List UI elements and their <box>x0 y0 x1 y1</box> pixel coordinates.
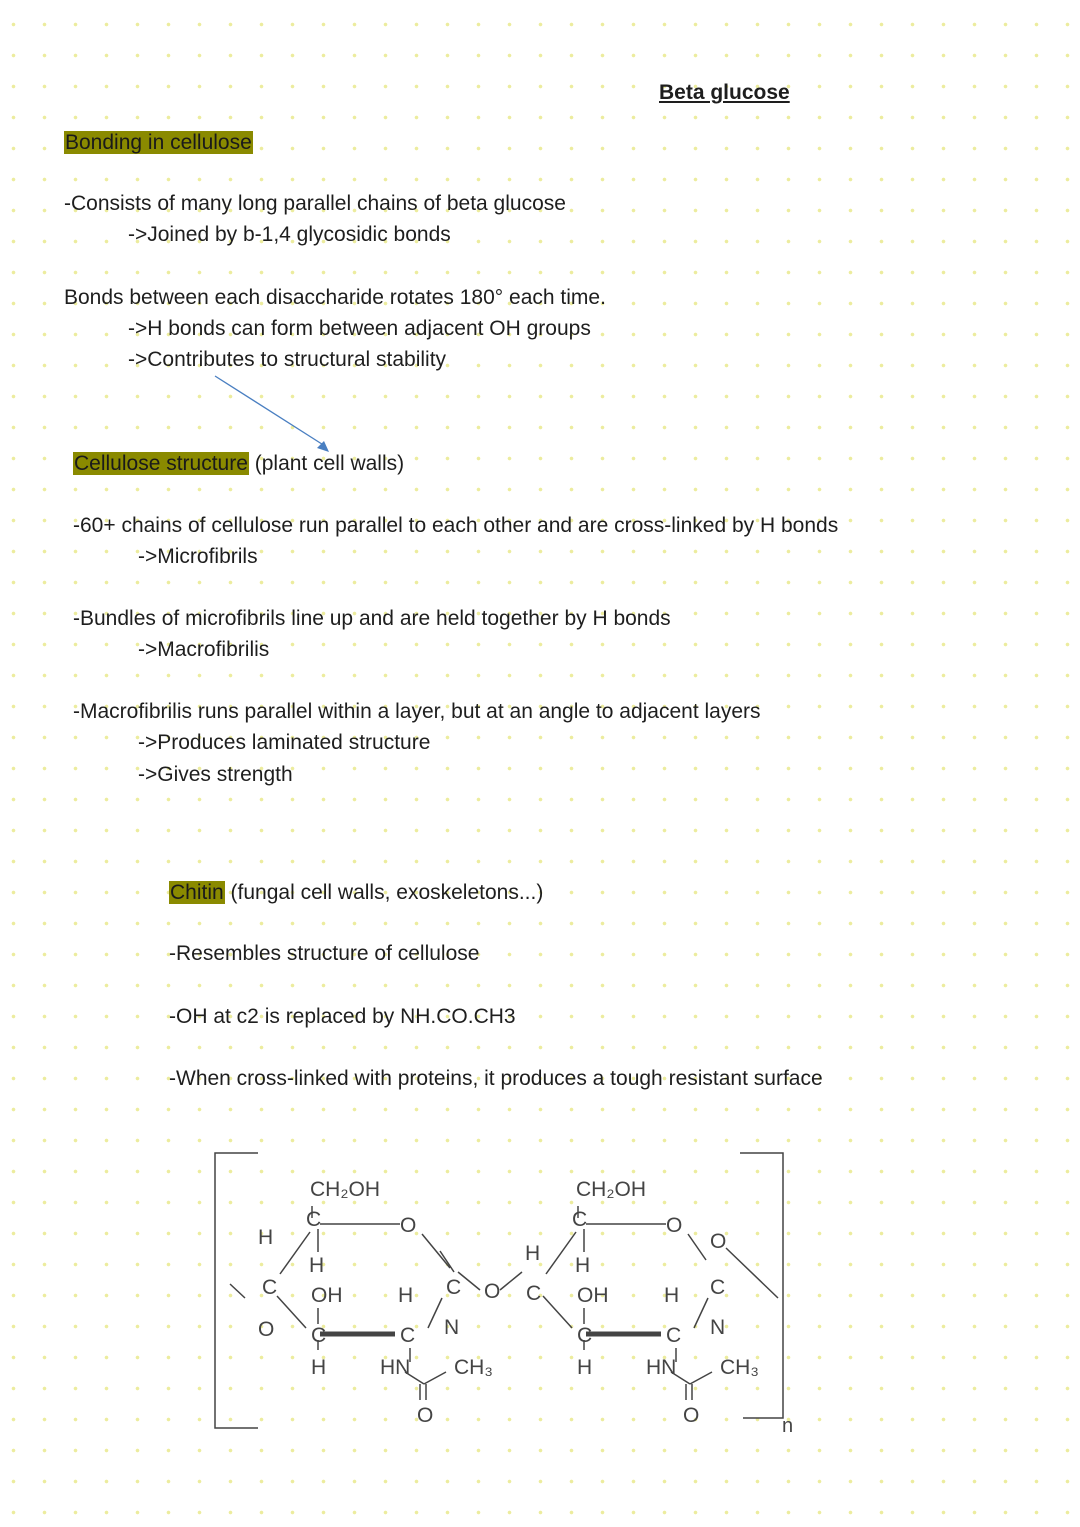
methyl-label: CH₃ <box>454 1356 493 1379</box>
diagram-labels <box>258 1178 793 1437</box>
ring-oxygen-label: O <box>400 1214 417 1237</box>
ring-carbon-label: C <box>526 1282 542 1305</box>
structure-line-1: -60+ chains of cellulose run parallel to each other and are cross-linked by H bonds <box>73 514 839 537</box>
ch2oh-label-1: CH₂OH <box>310 1178 380 1201</box>
bonding-line-4: ->H bonds can form between adjacent OH groups <box>128 317 591 340</box>
glycosidic-oxygen-label: O <box>710 1230 727 1253</box>
chitin-structure-diagram <box>210 1148 810 1438</box>
ring-carbon-label: C <box>262 1276 278 1299</box>
hydrogen-label: H <box>258 1226 274 1249</box>
page-title: Beta glucose <box>659 81 790 104</box>
ring-carbon-label: C <box>400 1324 416 1347</box>
chitin-subtitle: (fungal cell walls, exoskeletons...) <box>224 881 544 904</box>
link-arrow <box>210 370 340 460</box>
chitin-line-2: -OH at c2 is replaced by NH.CO.CH3 <box>169 1005 516 1028</box>
structure-line-4: ->Macrofibrilis <box>138 638 270 661</box>
structure-line-7: ->Gives strength <box>138 763 293 786</box>
chitin-line-1: -Resembles structure of cellulose <box>169 942 480 965</box>
ring-carbon-label: C <box>666 1324 682 1347</box>
ring-carbon-label: C <box>577 1324 593 1347</box>
nitrogen-label: N <box>444 1316 460 1339</box>
ring-carbon-label: C <box>311 1324 327 1347</box>
bonding-line-2: ->Joined by b-1,4 glycosidic bonds <box>128 223 451 246</box>
ring-carbon-label: C <box>446 1276 462 1299</box>
ring-oxygen-label: O <box>666 1214 683 1237</box>
bonding-line-1: -Consists of many long parallel chains of beta glucose <box>64 192 566 215</box>
cellulose-structure-highlight: Cellulose structure <box>74 452 248 475</box>
hydrogen-label: H <box>575 1254 591 1277</box>
cellulose-structure-subtitle: (plant cell walls) <box>248 452 405 475</box>
chitin-highlight: Chitin <box>170 881 224 904</box>
chitin-heading <box>169 880 543 906</box>
hydrogen-label: H <box>311 1356 327 1379</box>
bonding-line-3: Bonds between each disaccharide rotates 180° each time. <box>64 286 606 309</box>
structure-line-3: -Bundles of microfibrils line up and are held together by H bonds <box>73 607 671 630</box>
ring-carbon-label: C <box>710 1276 726 1299</box>
chitin-line-3: -When cross-linked with proteins, it produces a tough resistant surface <box>169 1067 823 1090</box>
hydrogen-label: H <box>525 1242 541 1265</box>
hydrogen-label: H <box>577 1356 593 1379</box>
nitrogen-label: N <box>710 1316 726 1339</box>
bonding-heading <box>64 130 253 156</box>
structure-line-2: ->Microfibrils <box>138 545 258 568</box>
carbonyl-oxygen-label: O <box>683 1404 700 1427</box>
cellulose-structure-heading <box>73 451 404 477</box>
hydrogen-label: H <box>309 1254 325 1277</box>
glycosidic-oxygen-label: O <box>484 1280 501 1303</box>
structure-line-6: ->Produces laminated structure <box>138 731 431 754</box>
methyl-label: CH₃ <box>720 1356 759 1379</box>
ring-carbon-label: C <box>572 1208 588 1231</box>
glycosidic-oxygen-label: O <box>258 1318 275 1341</box>
hydroxyl-label: OH <box>311 1284 343 1307</box>
ring-carbon-label: C <box>306 1208 322 1231</box>
bonding-heading-highlight: Bonding in cellulose <box>65 131 252 154</box>
amide-hn-label: HN <box>380 1356 411 1379</box>
bonding-line-5: ->Contributes to structural stability <box>128 348 447 371</box>
ch2oh-label-2: CH₂OH <box>576 1178 646 1201</box>
structure-line-5: -Macrofibrilis runs parallel within a layer, but at an angle to adjacent layers <box>73 700 761 723</box>
carbonyl-oxygen-label: O <box>417 1404 434 1427</box>
hydrogen-label: H <box>398 1284 414 1307</box>
amide-hn-label: HN <box>646 1356 677 1379</box>
hydrogen-label: H <box>664 1284 680 1307</box>
repeat-unit-n: n <box>782 1415 794 1437</box>
hydroxyl-label: OH <box>577 1284 609 1307</box>
